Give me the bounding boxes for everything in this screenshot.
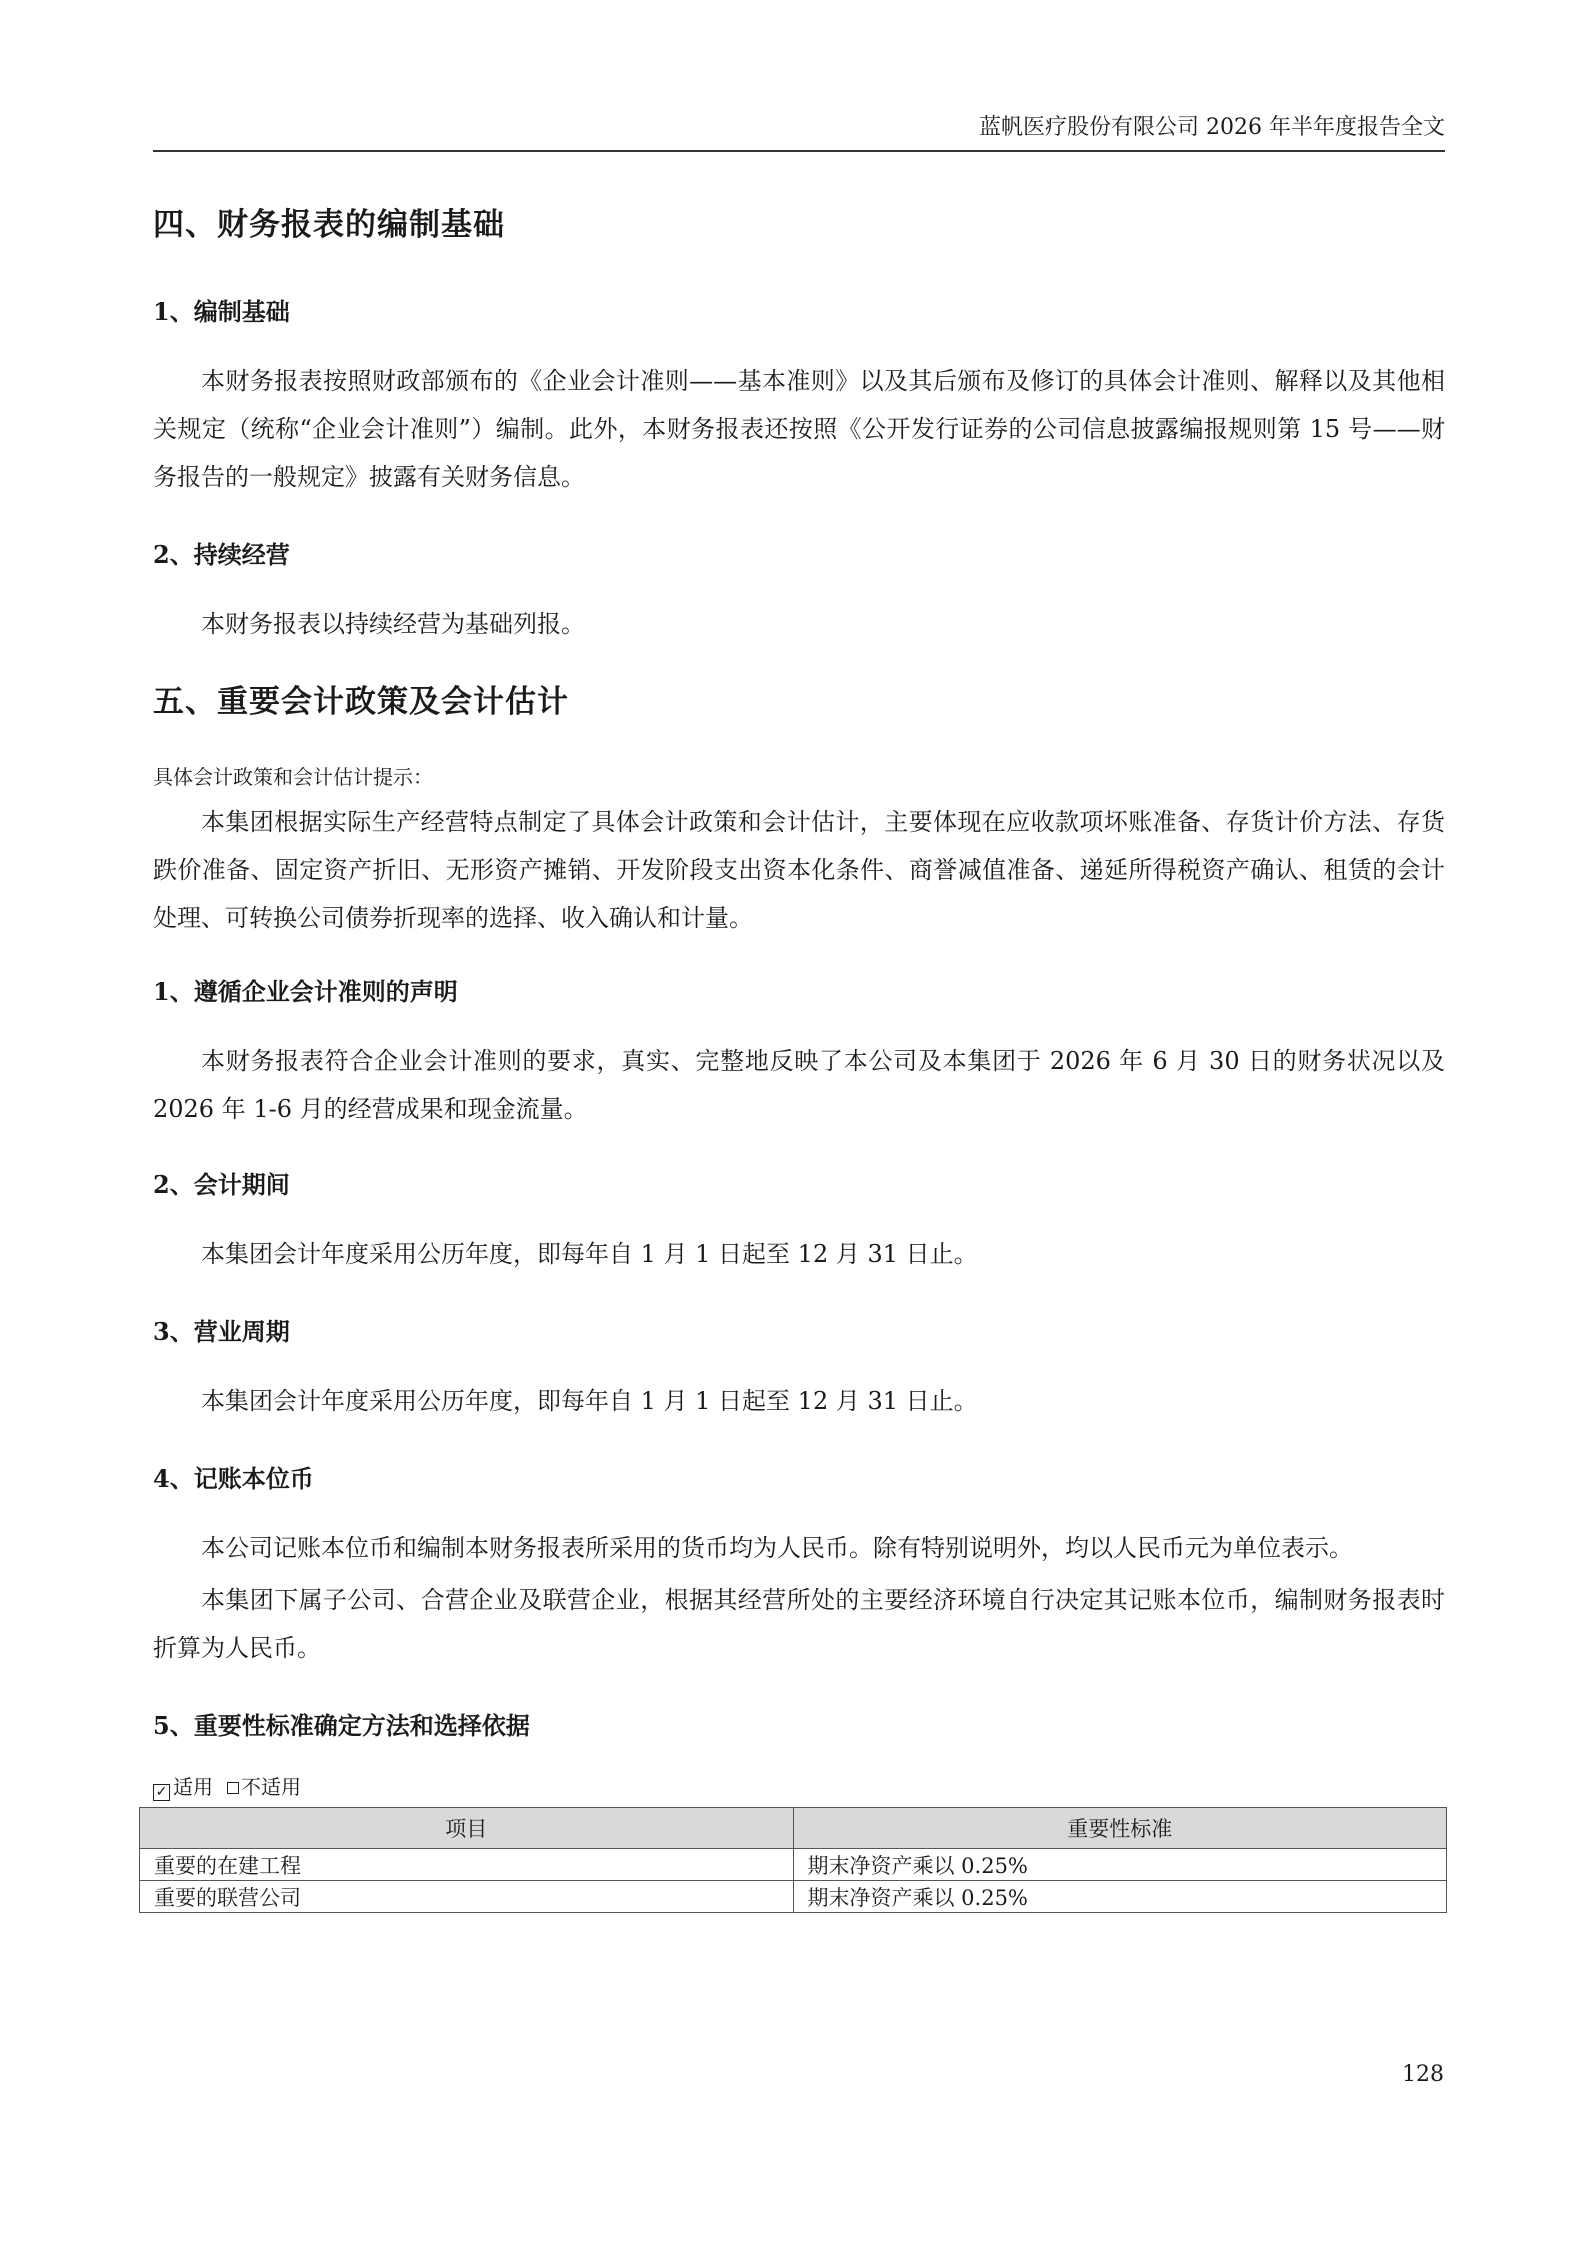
table-header-row — [140, 1808, 1447, 1849]
materiality-table — [139, 1807, 1447, 1913]
applicability-selector — [153, 1771, 1445, 1801]
table-cell-standard: 期末净资产乘以 0.25% — [793, 1881, 1447, 1913]
table-cell-standard: 期末净资产乘以 0.25% — [793, 1849, 1447, 1881]
section-5-paragraph: 本集团根据实际生产经营特点制定了具体会计政策和会计估计，主要体现在应收款项坏账准备、存货计价方法、存货跌价准备、固定资产折旧、无形资产摊销、开发阶段支出资本化条件、商誉减值准备、递延所得税资产确认、租赁的会计处理、可转换公司债券折现率的选择、收入确认和计量。 — [153, 808, 1445, 932]
applicable-label: 适用 — [173, 1775, 213, 1799]
header-title: 蓝帆医疗股份有限公司 2026 年半年度报告全文 — [979, 115, 1445, 140]
section-4-2-paragraph: 本财务报表以持续经营为基础列报。 — [201, 610, 585, 638]
not-applicable-label: 不适用 — [241, 1775, 301, 1799]
section-5-2-paragraph: 本集团会计年度采用公历年度，即每年自 1 月 1 日起至 12 月 31 日止。 — [201, 1240, 978, 1268]
section-5-4-title: 4、记账本位币 — [153, 1464, 314, 1493]
table-cell-item: 重要的在建工程 — [140, 1849, 794, 1881]
table-row — [140, 1881, 1447, 1913]
page-number: 128 — [1402, 2062, 1444, 2087]
section-5-4-paragraph-1: 本公司记账本位币和编制本财务报表所采用的货币均为人民币。除有特别说明外，均以人民币元为单位表示。 — [201, 1534, 1353, 1562]
table-header-standard: 重要性标准 — [793, 1808, 1447, 1849]
section-5-2-title: 2、会计期间 — [153, 1170, 290, 1199]
section-5-3-title: 3、营业周期 — [153, 1317, 290, 1346]
not-applicable-checkbox-icon — [227, 1782, 239, 1794]
section-5-hint: 具体会计政策和会计估计提示： — [153, 765, 433, 789]
section-5-4-paragraph-2: 本集团下属子公司、合营企业及联营企业，根据其经营所处的主要经济环境自行决定其记账本位币，编制财务报表时折算为人民币。 — [153, 1586, 1445, 1662]
section-5-5-title: 5、重要性标准确定方法和选择依据 — [153, 1711, 530, 1740]
document-body — [153, 190, 1445, 1913]
page-header — [153, 108, 1445, 152]
section-5-1-paragraph: 本财务报表符合企业会计准则的要求，真实、完整地反映了本公司及本集团于 2026 年 6 月 30 日的财务状况以及 2026 年 1-6 月的经营成果和现金流量。 — [153, 1047, 1445, 1123]
table-header-item: 项目 — [140, 1808, 794, 1849]
table-cell-item: 重要的联营公司 — [140, 1881, 794, 1913]
section-4-1-title: 1、编制基础 — [153, 297, 290, 326]
section-5-1-title: 1、遵循企业会计准则的声明 — [153, 977, 458, 1006]
section-5-3-paragraph: 本集团会计年度采用公历年度，即每年自 1 月 1 日起至 12 月 31 日止。 — [201, 1387, 978, 1415]
applicable-checkbox-checked-icon: ✓ — [153, 1784, 170, 1801]
section-4-1-paragraph: 本财务报表按照财政部颁布的《企业会计准则——基本准则》以及其后颁布及修订的具体会计准则、解释以及其他相关规定（统称“企业会计准则”）编制。此外，本财务报表还按照《公开发行证券的公司信息披露编报规则第 15 号——财务报告的一般规定》披露有关财务信息。 — [153, 367, 1445, 491]
section-5-title: 五、重要会计政策及会计估计 — [153, 684, 569, 720]
section-4-title: 四、财务报表的编制基础 — [153, 207, 505, 243]
table-row — [140, 1849, 1447, 1881]
section-4-2-title: 2、持续经营 — [153, 540, 290, 569]
